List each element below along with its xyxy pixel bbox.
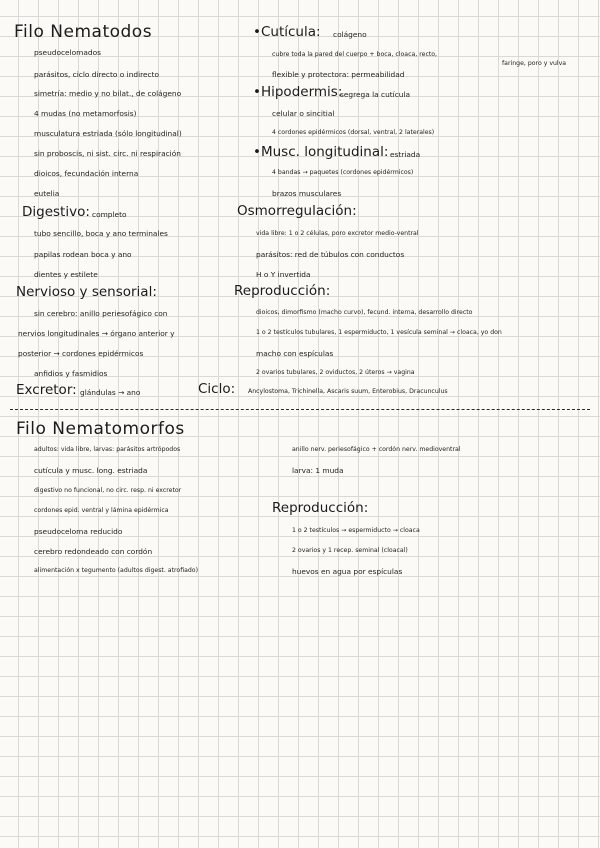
note-line: parásitos, ciclo directo o indirecto	[34, 70, 160, 79]
note-line: 4 mudas (no metamorfosis)	[34, 109, 137, 118]
note-line: macho con espículas	[256, 349, 334, 358]
note-line: dioicos, fecundación interna	[34, 169, 139, 178]
note-line: alimentación x tegumento (adultos digest. atrofiado)	[34, 567, 199, 574]
section-title-nematomorfos: Filo Nematomorfos	[16, 419, 185, 439]
heading-digestivo: Digestivo:	[22, 204, 90, 220]
section-divider	[10, 409, 590, 410]
note-line: digestivo no funcional, no circ. resp. ni excretor	[34, 487, 182, 494]
note-line: 1 o 2 testículos tubulares, 1 espermiducto, 1 vesícula seminal → cloaca, yo don	[256, 329, 502, 336]
note-line: anillo nerv. periesofágico + cordón nerv. medioventral	[292, 446, 461, 453]
note-line: vida libre: 1 o 2 células, poro excretor medio-ventral	[256, 230, 419, 237]
note-line: 4 bandas → paquetes (cordones epidérmicos)	[272, 169, 414, 176]
note-line: cutícula y musc. long. estriada	[34, 466, 148, 475]
note-line: huevos en agua por espículas	[292, 567, 403, 576]
note-line: Ancylostoma, Trichinella, Ascaris suum, Enterobius, Dracunculus	[248, 388, 448, 395]
heading-cuticula: •Cutícula:	[253, 24, 321, 40]
note-line: dioicos, dimorfismo (macho curvo), fecund. interna, desarrollo directo	[256, 309, 473, 316]
note-line: cubre toda la pared del cuerpo + boca, cloaca, recto,	[272, 51, 438, 58]
note-line: 2 ovarios tubulares, 2 oviductos, 2 úteros → vagina	[256, 369, 415, 376]
note-line: 1 o 2 testículos → espermiducto → cloaca	[292, 527, 420, 534]
note-line: pseudoceloma reducido	[34, 527, 123, 536]
heading-musc: •Musc. longitudinal:	[253, 144, 389, 160]
note-line: cerebro redondeado con cordón	[34, 547, 153, 556]
note-line: papilas rodean boca y ano	[34, 250, 132, 259]
heading-hipodermis: •Hipodermis:	[253, 84, 343, 100]
note-line: nervios longitudinales → órgano anterior y	[18, 329, 175, 338]
note-line: posterior → cordones epidérmicos	[18, 349, 144, 358]
heading-suffix: estriada	[390, 150, 421, 159]
note-line: flexible y protectora: permeabilidad	[272, 70, 405, 79]
heading-suffix: colágeno	[333, 30, 367, 39]
heading-excretor: Excretor:	[16, 382, 77, 398]
note-line: glándulas → ano	[80, 388, 141, 397]
note-line: celular o sincitial	[272, 109, 335, 118]
heading-osmorregulacion: Osmorregulación:	[237, 203, 357, 219]
section-title-nematodos: Filo Nematodos	[14, 22, 153, 42]
note-line: parásitos: red de túbulos con conductos	[256, 250, 405, 259]
note-line: simetría: medio y no bilat., de colágeno	[34, 89, 182, 98]
note-line-sub: faringe, poro y vulva	[502, 60, 567, 67]
note-line: H o Y invertida	[256, 270, 311, 279]
heading-suffix: segrega la cutícula	[340, 90, 411, 99]
note-line: anfidios y fasmidios	[34, 369, 108, 378]
note-line: musculatura estriada (sólo longitudinal)	[34, 129, 182, 138]
heading-nervioso: Nervioso y sensorial:	[16, 284, 157, 300]
heading-ciclo: Ciclo:	[198, 381, 236, 397]
note-line: 2 ovarios y 1 recep. seminal (cloacal)	[292, 547, 408, 554]
note-line: sin cerebro: anillo periesofágico con	[34, 309, 168, 318]
heading-reproduccion-2: Reproducción:	[272, 500, 369, 516]
heading-reproduccion: Reproducción:	[234, 283, 331, 299]
note-line: brazos musculares	[272, 189, 342, 198]
note-line: cordones epid. ventral y lámina epidérmica	[34, 507, 169, 514]
note-line: pseudocelomados	[34, 48, 101, 57]
note-line: tubo sencillo, boca y ano terminales	[34, 229, 168, 238]
note-line: adultos: vida libre, larvas: parásitos artrópodos	[34, 446, 181, 453]
note-line: sin proboscis, ni sist. circ. ni respiración	[34, 149, 181, 158]
note-line: eutelia	[34, 189, 60, 198]
note-line: dientes y estilete	[34, 270, 98, 279]
note-line: larva: 1 muda	[292, 466, 344, 475]
note-line: 4 cordones epidérmicos (dorsal, ventral, 2 laterales)	[272, 129, 435, 136]
heading-suffix: completo	[92, 210, 127, 219]
